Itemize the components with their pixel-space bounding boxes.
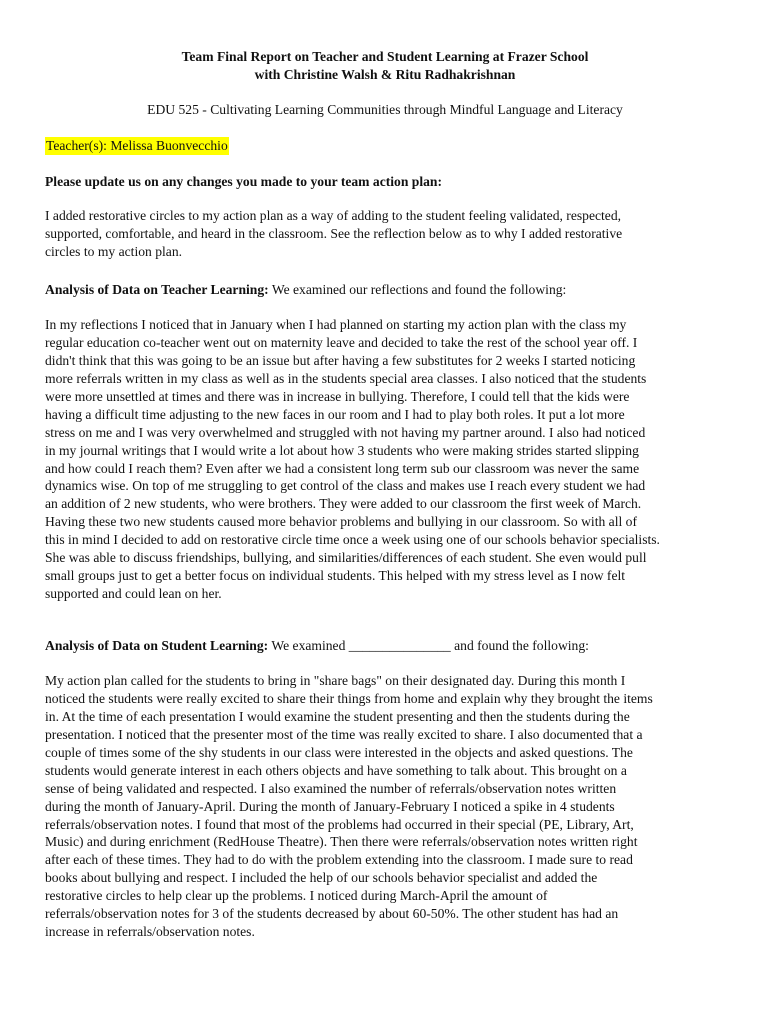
body-line: noticed the students were really excited to share their things from home and explain why they brought the items: [45, 690, 653, 706]
body-line: Having these two new students caused more behavior problems and bullying in our classroom. So with all of: [45, 514, 637, 530]
body-line: in my journal writings that I would write a lot about how 3 students who were making strides started slipping: [45, 442, 639, 458]
body-line: this in mind I decided to add on restorative circle time once a week using one of our schools behavior specialists.: [45, 532, 660, 548]
body-line: referrals/observation notes for 3 of the students decreased by about 60-50%. The other student has had an: [45, 906, 619, 922]
body-line: Music) and during enrichment (RedHouse Theatre). Then there were referrals/observation notes written right: [45, 834, 638, 850]
student-learning-body: [45, 672, 735, 941]
body-line: books about bullying and respect. I included the help of our schools behavior specialist and added the: [45, 870, 598, 886]
student-learning-heading-rest: We examined _______________ and found the following:: [268, 638, 589, 653]
teacher-learning-heading: [45, 281, 735, 299]
body-line: didn't think that this was going to be an issue but after having a few substitutes for 2 weeks I started noticing: [45, 352, 636, 368]
body-line: having a difficult time adjusting to the new faces in our room and I had to play both roles. It put a lot more: [45, 406, 625, 422]
body-line: I added restorative circles to my action plan as a way of adding to the student feeling validated, respected,: [45, 208, 622, 223]
body-line: supported, comfortable, and heard in the classroom. See the reflection below as to why I added restorative: [45, 225, 623, 241]
update-section-heading: Please update us on any changes you made to your team action plan:: [45, 174, 443, 189]
body-line: increase in referrals/observation notes.: [45, 924, 255, 940]
body-line: an addition of 2 new students, who were brothers. They were added to our classroom the first week of March.: [45, 496, 642, 512]
report-title-line2: with Christine Walsh & Ritu Radhakrishnan: [254, 67, 516, 82]
body-line: after each of these times. They had to do with the problem extending into the classroom. I made sure to read: [45, 852, 633, 868]
body-line: In my reflections I noticed that in January when I had planned on starting my action plan with the class my: [45, 317, 627, 332]
body-line: and how could I reach them? Even after we had a consistent long term sub our classroom was never the same: [45, 460, 640, 476]
body-line: dynamics wise. On top of me struggling to get control of the class and makes use I reach every student we had: [45, 478, 646, 494]
course-title: EDU 525 - Cultivating Learning Communities through Mindful Language and Literacy: [147, 102, 623, 117]
body-line: in. At the time of each presentation I would examine the student presenting and then the students during the: [45, 708, 630, 724]
body-line: sense of being validated and respected. I also examined the number of referrals/observation notes written: [45, 780, 617, 796]
report-title-line1: Team Final Report on Teacher and Student Learning at Frazer School: [181, 49, 589, 64]
body-line: She was able to discuss friendships, bullying, and similarities/differences of each student. She even would pull: [45, 550, 647, 566]
body-line: referrals/observation notes. I found that most of the problems had occurred in their special (PE, Library, Art,: [45, 816, 634, 832]
body-line: during the month of January-April. During the month of January-February I noticed a spike in 4 students: [45, 798, 615, 814]
body-line: restorative circles to help clear up the problems. I noticed during March-April the amount of: [45, 888, 548, 904]
body-line: circles to my action plan.: [45, 243, 183, 259]
teacher-learning-heading-bold: Analysis of Data on Teacher Learning:: [45, 282, 269, 297]
body-line: regular education co-teacher went out on maternity leave and decided to take the rest of the school year off. I: [45, 334, 638, 350]
body-line: My action plan called for the students to bring in "share bags" on their designated day. During this month I: [45, 673, 626, 688]
body-line: supported and could lean on her.: [45, 586, 222, 602]
body-line: small groups just to get a better focus on individual students. This helped with my stress level as I now felt: [45, 568, 626, 584]
update-section-body: [45, 207, 735, 261]
body-line: presentation. I noticed that the presenter most of the time was really excited to share. I also documented that a: [45, 726, 643, 742]
body-line: stress on me and I was very overwhelmed and struggled with not having my partner around. I also had noticed: [45, 424, 646, 440]
body-line: more referrals written in my class as well as in the students special area classes. I also noticed that the students: [45, 370, 647, 386]
teacher-learning-heading-rest: We examined our reflections and found the following:: [268, 282, 567, 297]
teacher-learning-body: [45, 316, 735, 603]
teacher-field: Teacher(s): Melissa Buonvecchio: [46, 138, 228, 153]
body-line: students would generate interest in each others objects and have something to talk about. This brought on a: [45, 762, 627, 778]
body-line: couple of times some of the shy students in our class were interested in the objects and asked questions. The: [45, 744, 633, 760]
body-line: were more unsettled at times and there was in increase in bullying. Therefore, I could tell that the kids were: [45, 388, 630, 404]
student-learning-heading: [45, 637, 735, 655]
student-learning-heading-bold: Analysis of Data on Student Learning:: [45, 638, 269, 653]
